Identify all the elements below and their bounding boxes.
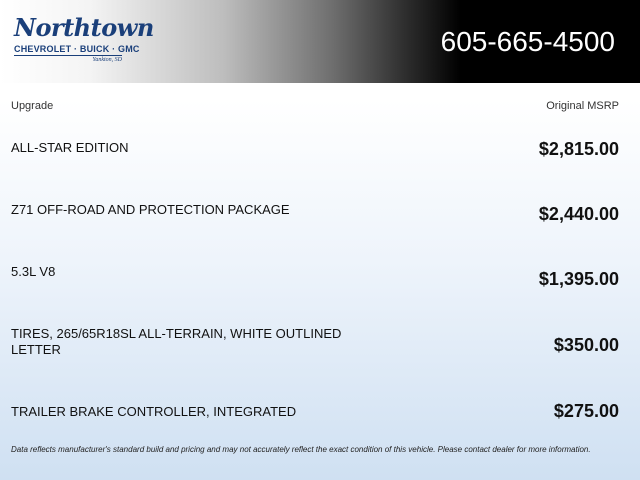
upgrade-price: $350.00 bbox=[553, 335, 619, 355]
upgrade-name: Z71 OFF-ROAD AND PROTECTION PACKAGE bbox=[11, 202, 290, 217]
column-header-msrp: Original MSRP bbox=[546, 100, 619, 112]
upgrade-price: $2,815.00 bbox=[538, 139, 619, 159]
upgrade-name: 5.3L V8 bbox=[11, 264, 56, 279]
upgrade-price: $2,440.00 bbox=[538, 204, 619, 224]
dealer-phone-number: 605-665-4500 bbox=[440, 26, 615, 57]
dealer-logo bbox=[12, 13, 154, 66]
header-banner bbox=[0, 0, 640, 83]
logo-city-text: Yankton, SD bbox=[92, 57, 122, 63]
pricing-disclaimer: Data reflects manufacturer's standard build and pricing and may not accurately reflect the exact condition of this vehicle. Please contact dealer for more information. bbox=[11, 445, 591, 454]
upgrade-name: ALL-STAR EDITION bbox=[11, 140, 129, 155]
logo-script-text: Northtown bbox=[14, 13, 154, 42]
logo-divider bbox=[14, 55, 122, 56]
upgrade-price: $1,395.00 bbox=[538, 269, 619, 289]
logo-brands-text: CHEVROLET · BUICK · GMC bbox=[14, 44, 140, 54]
column-header-upgrade: Upgrade bbox=[11, 100, 54, 112]
upgrade-name: TRAILER BRAKE CONTROLLER, INTEGRATED bbox=[11, 404, 297, 419]
upgrade-price: $275.00 bbox=[553, 401, 619, 421]
upgrade-name: TIRES, 265/65R18SL ALL-TERRAIN, WHITE OUTLINED LETTER bbox=[11, 326, 342, 357]
